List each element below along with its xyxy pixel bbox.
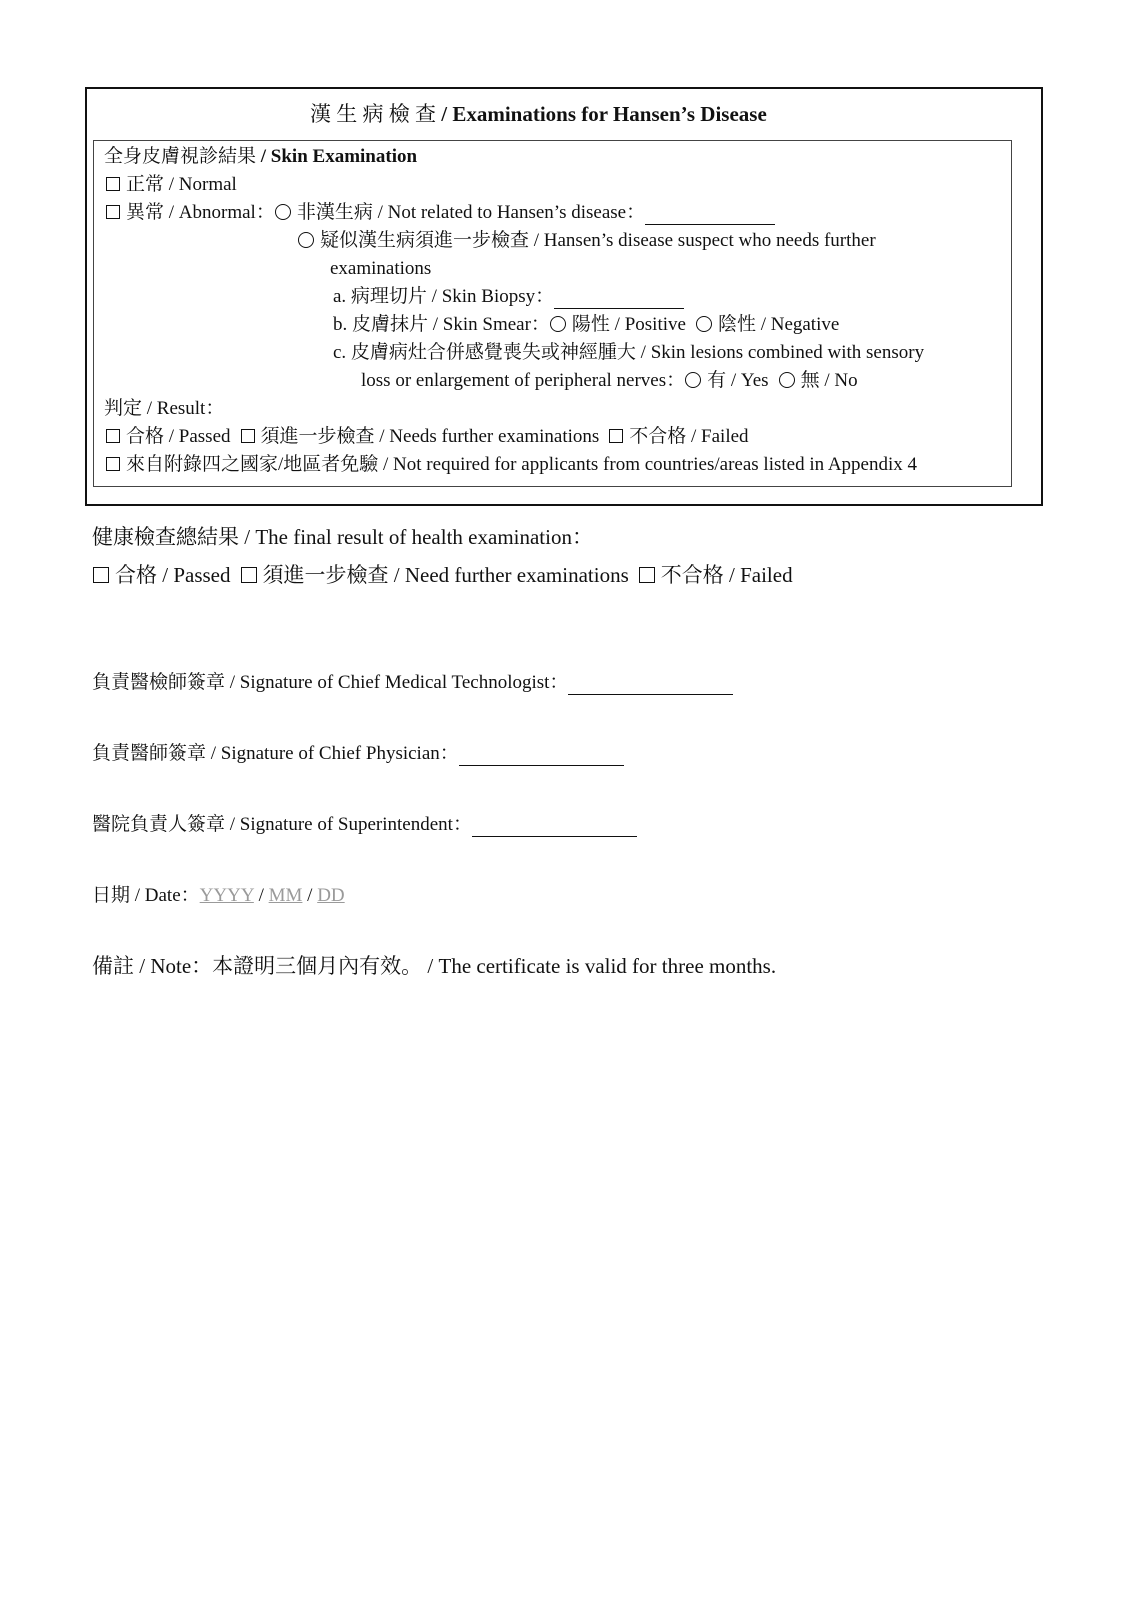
section-title-en: / Examinations for Hansen’s Disease xyxy=(441,102,767,126)
final-further-checkbox[interactable] xyxy=(241,567,257,583)
suspect-radio[interactable] xyxy=(298,232,314,248)
section-title xyxy=(310,104,767,125)
date-month-field[interactable]: MM xyxy=(268,885,303,906)
technologist-signature-field[interactable] xyxy=(568,675,733,695)
section-title-zh: 漢 生 病 檢 查 xyxy=(310,102,436,126)
final-result-options: 合格 / Passed 須進一步檢查 / Need further examinations 不合格 / Failed xyxy=(93,565,793,586)
negative-radio[interactable] xyxy=(696,316,712,332)
skin-exam-heading: 全身皮膚視診結果 / Skin Examination xyxy=(104,146,418,167)
result-label: 判定 / Result： xyxy=(104,398,225,419)
not-related-field[interactable] xyxy=(645,205,775,225)
final-passed-checkbox[interactable] xyxy=(93,567,109,583)
yes-radio[interactable] xyxy=(685,372,701,388)
lesions-cont-row: loss or enlargement of peripheral nerves： 有 / Yes 無 / No xyxy=(361,370,858,391)
result-further-checkbox[interactable] xyxy=(241,429,255,443)
not-related-radio[interactable] xyxy=(275,204,291,220)
normal-checkbox[interactable] xyxy=(106,177,120,191)
exempt-option[interactable]: 來自附錄四之國家/地區者免驗 / Not required for applicants from countries/areas listed in Appendix 4 xyxy=(106,455,917,474)
lesions-row: c. 皮膚病灶合併感覺喪失或神經腫大 / Skin lesions combined with sensory xyxy=(333,342,925,363)
final-result-label: 健康檢查總結果 / The final result of health examination： xyxy=(92,525,593,549)
date-year-field[interactable]: YYYY xyxy=(199,885,254,906)
validity-note: 備註 / Note：本證明三個月內有效。 / The certificate is valid for three months. xyxy=(92,954,777,978)
biopsy-field[interactable] xyxy=(554,289,684,309)
suspect-cont: examinations xyxy=(330,258,432,279)
suspect-option[interactable]: 疑似漢生病須進一步檢查 / Hansen’s disease suspect who needs further xyxy=(298,231,876,250)
result-passed-checkbox[interactable] xyxy=(106,429,120,443)
technologist-signature-row: 負責醫檢師簽章 / Signature of Chief Medical Technologist： xyxy=(92,673,733,695)
superintendent-signature-row: 醫院負責人簽章 / Signature of Superintendent： xyxy=(92,815,637,837)
no-radio[interactable] xyxy=(779,372,795,388)
result-failed-checkbox[interactable] xyxy=(609,429,623,443)
physician-signature-field[interactable] xyxy=(459,746,624,766)
physician-signature-row: 負責醫師簽章 / Signature of Chief Physician： xyxy=(92,744,624,766)
result-options: 合格 / Passed 須進一步檢查 / Needs further examinations 不合格 / Failed xyxy=(106,427,749,446)
final-failed-checkbox[interactable] xyxy=(639,567,655,583)
biopsy-row: a. 病理切片 / Skin Biopsy： xyxy=(333,287,684,309)
smear-row: b. 皮膚抹片 / Skin Smear： 陽性 / Positive 陰性 / Negative xyxy=(333,314,840,335)
normal-option[interactable]: 正常 / Normal xyxy=(106,175,237,194)
exempt-checkbox[interactable] xyxy=(106,457,120,471)
positive-radio[interactable] xyxy=(550,316,566,332)
abnormal-row: 異常 / Abnormal： 非漢生病 / Not related to Hansen’s disease： xyxy=(106,203,775,225)
date-day-field[interactable]: DD xyxy=(317,885,345,906)
superintendent-signature-field[interactable] xyxy=(472,817,637,837)
date-row: 日期 / Date：YYYY / MM / DD xyxy=(92,885,345,906)
abnormal-checkbox[interactable] xyxy=(106,205,120,219)
